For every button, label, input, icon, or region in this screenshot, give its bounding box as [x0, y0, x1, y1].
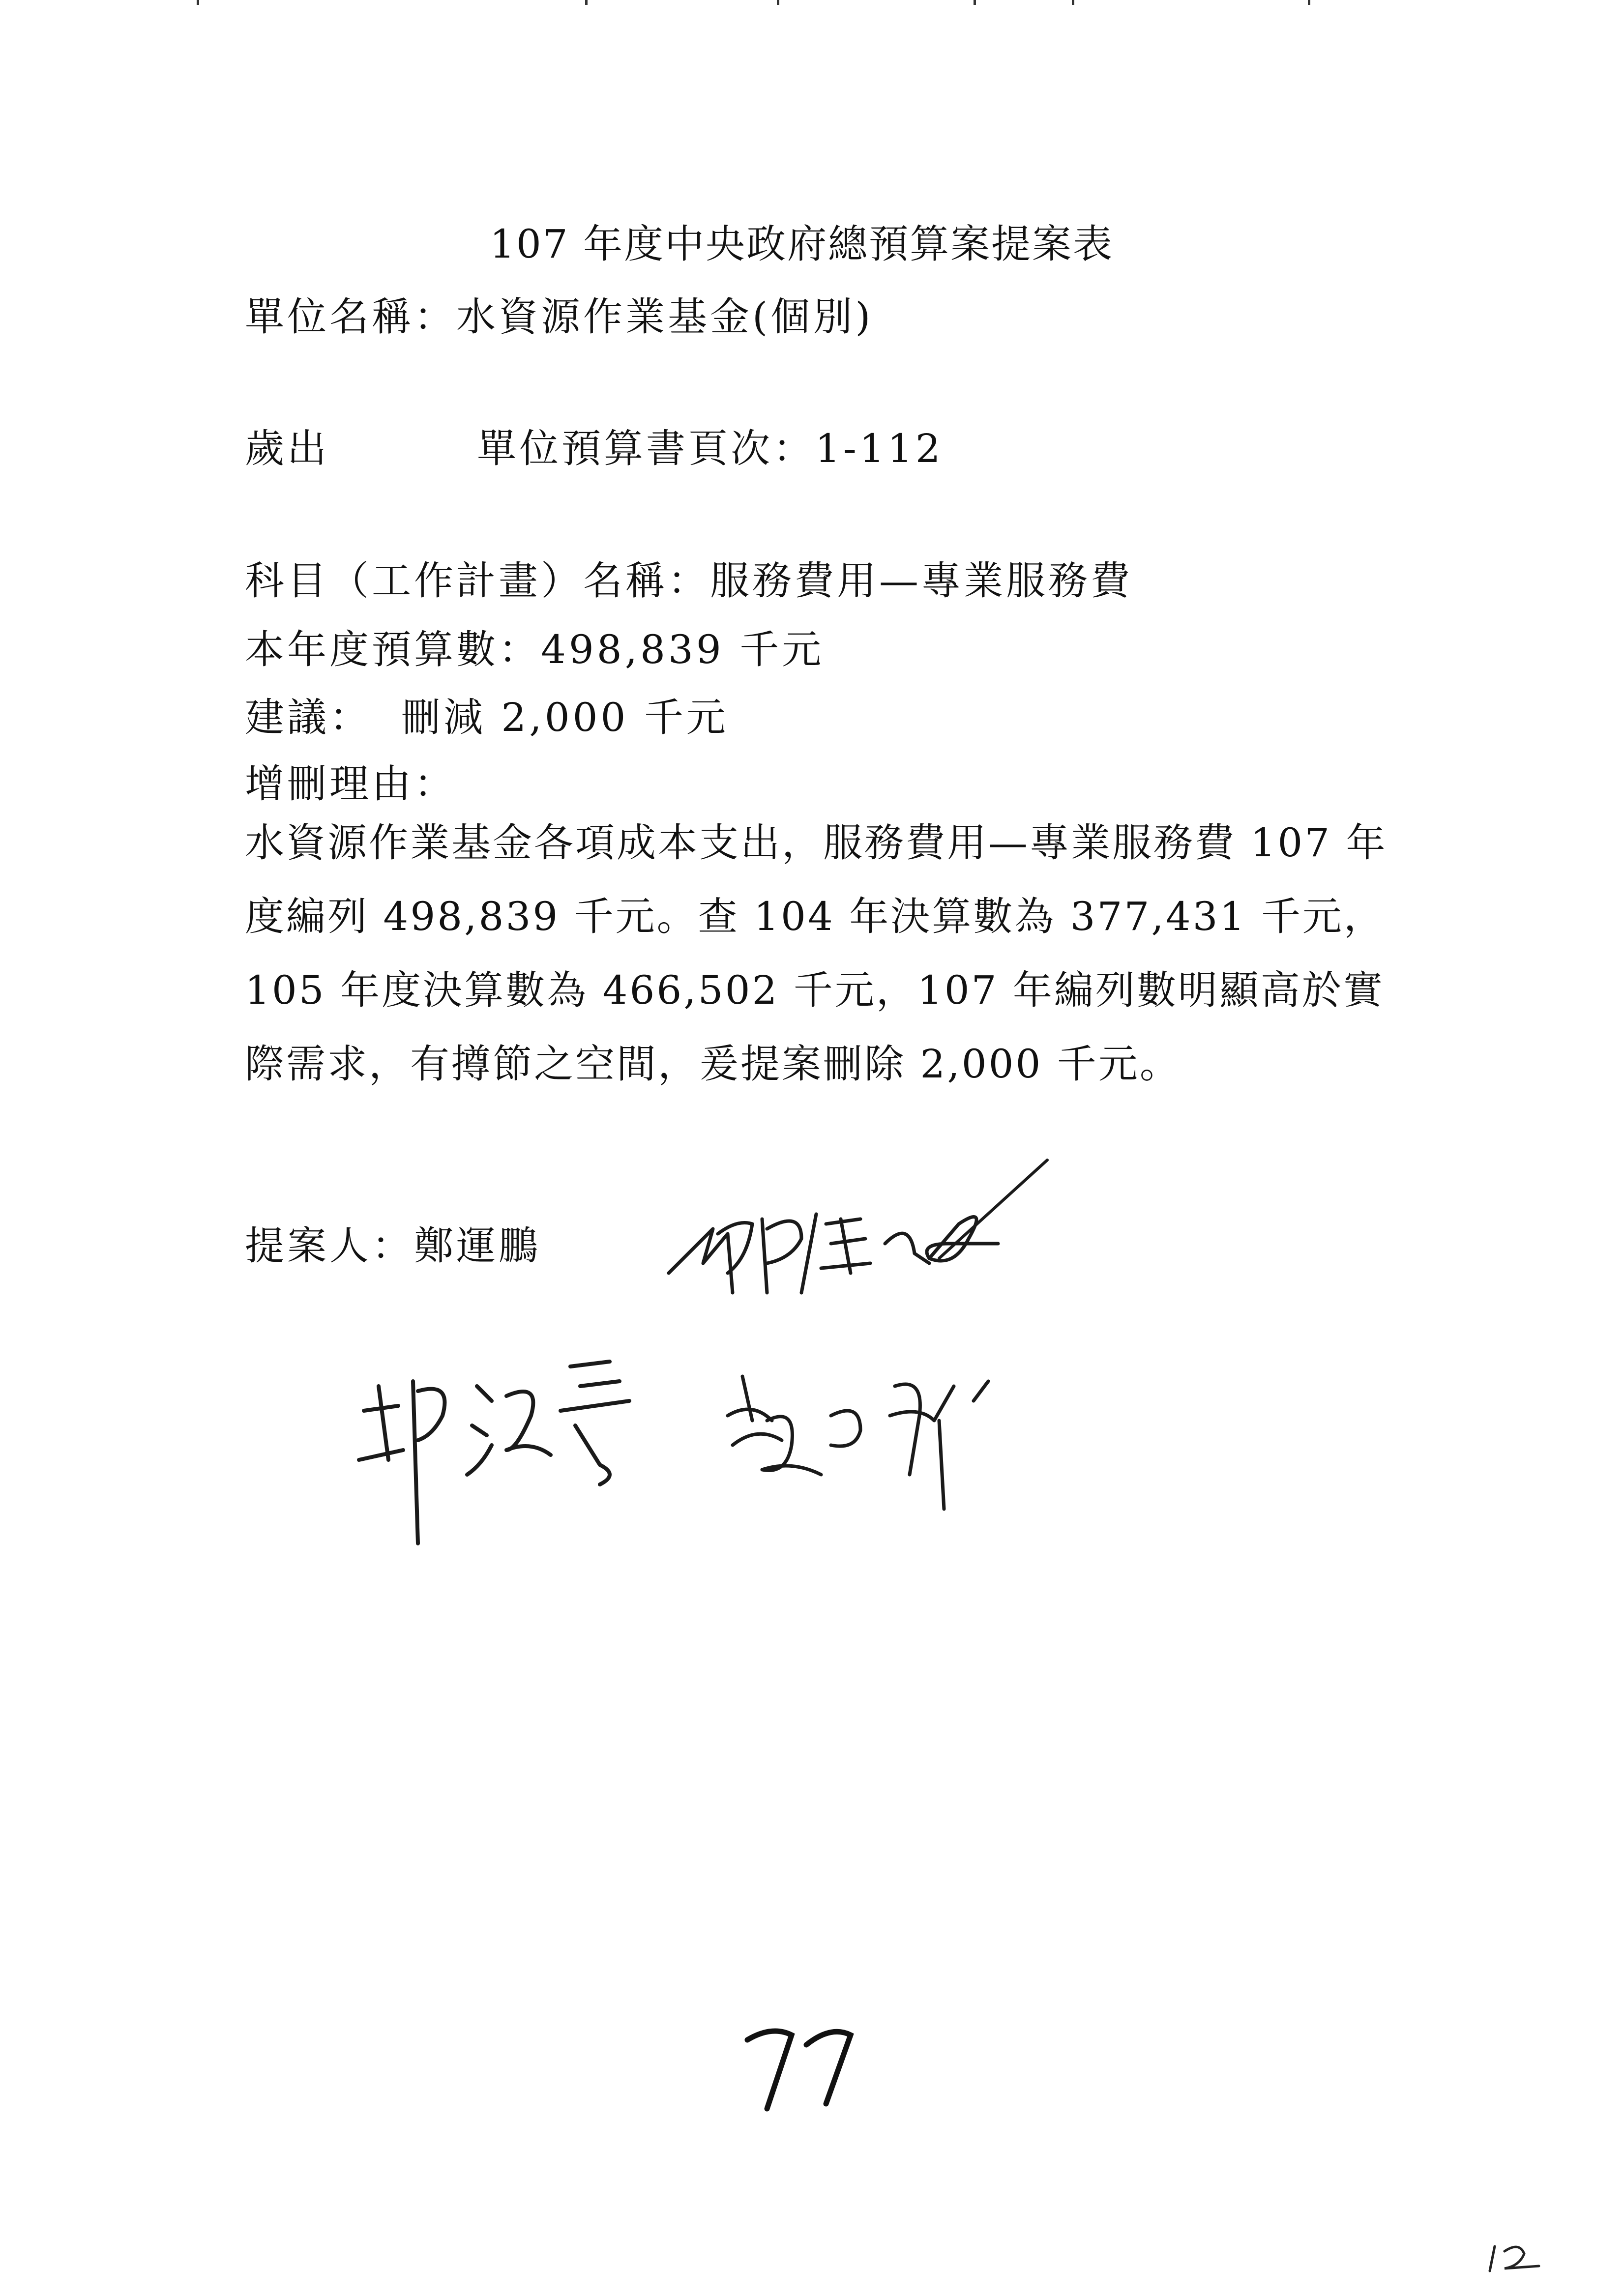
handwritten-page-number-text: 77 [733, 2015, 734, 2016]
item-value: 服務費用—專業服務費 [710, 558, 1133, 604]
signature-1 [654, 1145, 1057, 1322]
suggestion-line [245, 686, 729, 742]
signature-2 [344, 1337, 649, 1563]
budget-page-label: 單位預算書頁次： [477, 426, 815, 471]
scan-edge-marks [0, 0, 1624, 5]
item-line [245, 549, 1133, 606]
reason-text: 水資源作業基金各項成本支出，服務費用—專業服務費 107 年度編列 498,839 千元。查 104 年決算數為 377,431 千元，105 年度決算數為 466,502 千元，107 年編列數明顯高於實際需求，有撙節之空間，爰提案刪除 2,000 千元。 [245, 820, 1388, 1087]
reason-label: 增刪理由： [245, 761, 456, 807]
item-label: 科目（工作計畫）名稱： [245, 558, 710, 604]
unit-name-value: 水資源作業基金(個別) [456, 294, 874, 340]
handwritten-page-number [733, 2015, 880, 2123]
proposer-line [245, 1214, 541, 1271]
unit-name-label: 單位名稱： [245, 294, 456, 340]
document-title: 107 年度中央政府總預算案提案表 [490, 221, 1114, 267]
signature-3 [713, 1347, 1008, 1553]
category-line [245, 417, 944, 473]
suggestion-label: 建議： [245, 695, 372, 740]
budget-amount-value: 498,839 千元 [541, 627, 825, 672]
proposer-name: 鄭運鵬 [414, 1223, 541, 1269]
budget-amount-line [245, 618, 824, 674]
budget-amount-label: 本年度預算數： [245, 627, 541, 672]
proposer-label: 提案人： [245, 1223, 414, 1269]
suggestion-value: 刪減 2,000 千元 [401, 695, 729, 740]
corner-page-number [1485, 2237, 1549, 2276]
budget-page-value: 1-112 [815, 426, 944, 471]
category: 歲出 [245, 426, 329, 471]
unit-name-line [245, 285, 873, 342]
